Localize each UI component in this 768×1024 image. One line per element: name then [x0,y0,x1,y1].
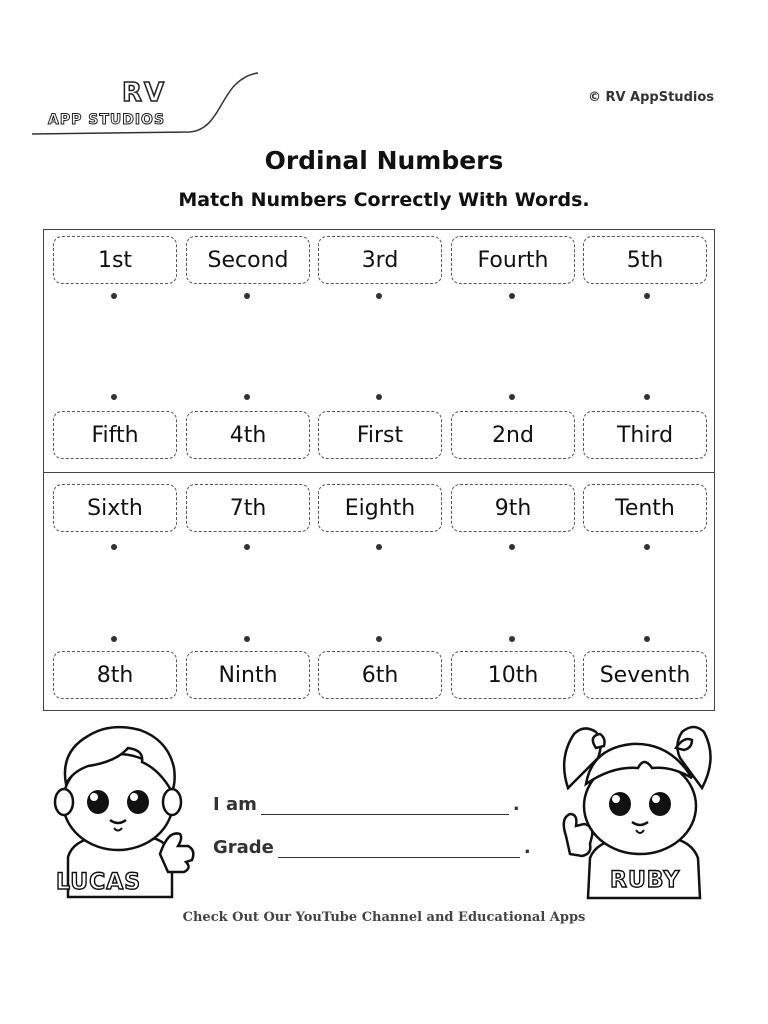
section-divider [44,472,714,473]
match-box[interactable]: 10th [451,651,575,699]
match-box[interactable]: Tenth [583,484,707,532]
match-box[interactable]: 1st [53,236,177,284]
match-box[interactable]: Sixth [53,484,177,532]
connect-dot[interactable] [111,293,117,299]
grade-input-line[interactable] [278,839,520,858]
match-box[interactable]: Ninth [186,651,310,699]
match-box[interactable]: 8th [53,651,177,699]
connect-dot[interactable] [509,544,515,550]
match-box[interactable]: 4th [186,411,310,459]
connect-dot[interactable] [376,394,382,400]
match-box[interactable]: 7th [186,484,310,532]
connect-dot[interactable] [644,544,650,550]
lucas-character [48,722,198,902]
page-subtitle: Match Numbers Correctly With Words. [178,189,590,211]
ruby-name-label: RUBY [610,868,681,893]
connect-dot[interactable] [644,293,650,299]
connect-dot[interactable] [244,636,250,642]
name-end-mark: . [512,794,520,815]
grade-label: Grade [213,837,274,858]
match-box[interactable]: 9th [451,484,575,532]
name-input-line[interactable] [261,796,509,815]
copyright: © RV AppStudios [587,90,714,105]
match-box[interactable]: 6th [318,651,442,699]
connect-dot[interactable] [376,636,382,642]
match-box[interactable]: Fourth [451,236,575,284]
connect-dot[interactable] [644,636,650,642]
match-box[interactable]: Eighth [318,484,442,532]
connect-dot[interactable] [644,394,650,400]
name-field[interactable] [213,794,520,815]
connect-dot[interactable] [509,293,515,299]
matching-board [43,229,715,711]
connect-dot[interactable] [111,394,117,400]
footer-text: Check Out Our YouTube Channel and Educational Apps [182,910,586,925]
logo-text-rv: RV [122,78,167,108]
connect-dot[interactable] [244,394,250,400]
match-box[interactable]: Third [583,411,707,459]
connect-dot[interactable] [376,544,382,550]
match-box[interactable]: Fifth [53,411,177,459]
grade-field[interactable] [213,837,531,858]
brand-logo [30,70,260,140]
match-box[interactable]: 2nd [451,411,575,459]
match-box[interactable]: 5th [583,236,707,284]
name-label: I am [213,794,257,815]
match-box[interactable]: Second [186,236,310,284]
lucas-name-label: LUCAS [56,870,142,895]
grade-end-mark: . [523,837,531,858]
logo-text-studios: APP STUDIOS [48,112,166,128]
connect-dot[interactable] [111,544,117,550]
connect-dot[interactable] [509,394,515,400]
match-box[interactable]: Seventh [583,651,707,699]
page-title: Ordinal Numbers [264,146,504,175]
connect-dot[interactable] [376,293,382,299]
connect-dot[interactable] [509,636,515,642]
ruby-character [552,718,724,902]
match-box[interactable]: First [318,411,442,459]
connect-dot[interactable] [111,636,117,642]
connect-dot[interactable] [244,293,250,299]
connect-dot[interactable] [244,544,250,550]
match-box[interactable]: 3rd [318,236,442,284]
